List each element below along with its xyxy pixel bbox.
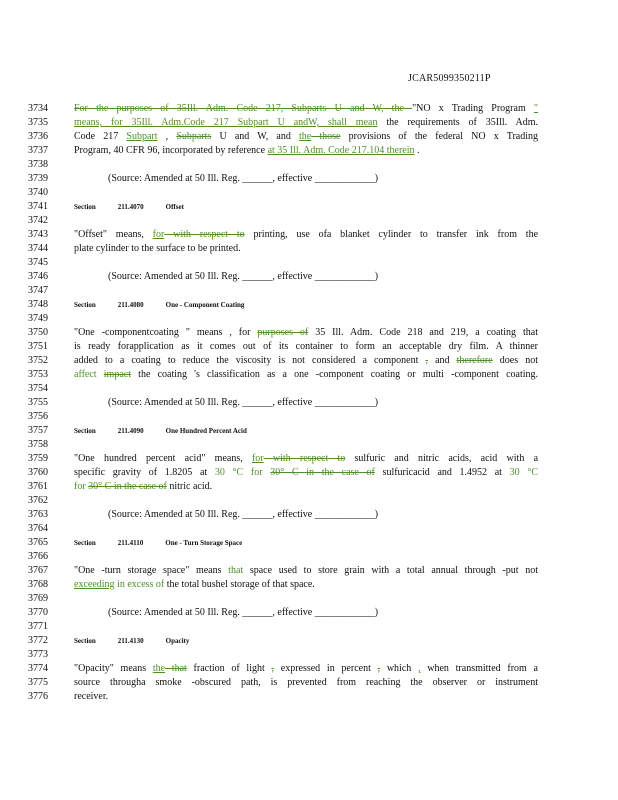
deleted-text: that xyxy=(165,663,187,674)
line-text xyxy=(74,578,538,592)
line-number: 3756 xyxy=(28,411,48,422)
section-heading xyxy=(74,536,538,550)
text-run: (Source: Amended at 50 Ill. Reg. ______, effective ____________) xyxy=(108,173,379,184)
text-run: Section xyxy=(74,427,96,435)
line-text xyxy=(74,480,538,494)
line-text xyxy=(108,508,538,522)
text-run: 211.4110 xyxy=(117,539,144,547)
inserted-text: , xyxy=(418,663,421,674)
text-run: receiver. xyxy=(74,691,109,702)
deleted-text: impact xyxy=(103,369,131,380)
line-number: 3752 xyxy=(28,355,48,366)
text-run: 211.4130 xyxy=(117,637,144,645)
text-run: Section xyxy=(74,301,96,309)
line-number: 3769 xyxy=(28,593,48,604)
line-number: 3736 xyxy=(28,131,48,142)
line-number: 3748 xyxy=(28,299,48,310)
text-run: Code 217 xyxy=(74,131,127,142)
deleted-text: 30° C in the case of xyxy=(88,481,167,492)
text-run: source througha smoke -obscured path, is prevented from reaching the observer or instrument xyxy=(74,677,538,688)
document-line xyxy=(0,354,618,368)
text-run: Program, 40 CFR 96, incorporated by reference xyxy=(74,145,268,156)
document-line xyxy=(0,676,618,690)
inserted-text: the xyxy=(298,131,312,142)
text-run: 211.4090 xyxy=(117,427,144,435)
deleted-text: , xyxy=(271,663,275,674)
line-number: 3774 xyxy=(28,663,48,674)
document-line xyxy=(0,102,618,116)
document-line xyxy=(0,284,618,298)
line-text xyxy=(108,172,538,186)
text-run: (Source: Amended at 50 Ill. Reg. ______, effective ____________) xyxy=(108,271,379,282)
line-text xyxy=(74,228,538,242)
line-number: 3764 xyxy=(28,523,48,534)
text-run: Opacity xyxy=(165,637,190,645)
document-line xyxy=(0,606,618,620)
section-heading xyxy=(74,424,538,438)
line-number: 3765 xyxy=(28,537,48,548)
text-run: the requirements of 35Ill. Adm. xyxy=(377,117,538,128)
text-run: printing, use ofa blanket cylinder to transfer ink from the xyxy=(244,229,538,240)
text-run: the coating 's classification as a one -component coating or multi -component coating. xyxy=(130,369,538,380)
document-line xyxy=(0,382,618,396)
document-line xyxy=(0,130,618,144)
document-line xyxy=(0,648,618,662)
document-line xyxy=(0,256,618,270)
line-text xyxy=(74,130,538,144)
line-number: 3746 xyxy=(28,271,48,282)
text-run: U and W, and xyxy=(211,131,299,142)
document-id: JCAR5099350211P xyxy=(408,73,491,84)
document-line xyxy=(0,214,618,228)
document-line xyxy=(0,466,618,480)
amended-text: for xyxy=(74,481,89,492)
line-text xyxy=(74,452,538,466)
text-run: space used to store grain with a total annual through -put not xyxy=(243,565,538,576)
line-number: 3754 xyxy=(28,383,48,394)
document-line xyxy=(0,620,618,634)
inserted-text: for xyxy=(251,453,264,464)
line-number: 3739 xyxy=(28,173,48,184)
inserted-text: means, for 35Ill. Adm.Code 217 Subpart U andW, shall mean xyxy=(74,117,378,128)
text-run: "One -turn storage space" means xyxy=(74,565,229,576)
document-line xyxy=(0,564,618,578)
line-number: 3776 xyxy=(28,691,48,702)
document-line xyxy=(0,494,618,508)
document-line xyxy=(0,340,618,354)
line-number: 3735 xyxy=(28,117,48,128)
document-line xyxy=(0,592,618,606)
section-heading xyxy=(74,200,538,214)
line-number: 3760 xyxy=(28,467,48,478)
line-number: 3770 xyxy=(28,607,48,618)
text-run: Section xyxy=(74,203,96,211)
line-text xyxy=(74,102,538,116)
deleted-text: , xyxy=(377,663,381,674)
line-text xyxy=(74,242,538,256)
amended-text: that xyxy=(228,565,244,576)
document-line xyxy=(0,200,618,214)
deleted-text: , xyxy=(425,355,428,366)
line-number: 3771 xyxy=(28,621,48,632)
text-run: Trading Program xyxy=(443,103,534,114)
line-number: 3753 xyxy=(28,369,48,380)
amended-text: 30 °C for xyxy=(214,467,271,478)
text-run: sulfuricacid and 1.4952 at xyxy=(374,467,510,478)
line-text xyxy=(74,326,538,340)
text-run: One Hundred Percent Acid xyxy=(165,427,247,435)
line-number: 3738 xyxy=(28,159,48,170)
text-run: is ready forapplication as it comes out of its container to form an acceptable dry film. A thinner xyxy=(74,341,538,352)
document-line xyxy=(0,368,618,382)
document-line xyxy=(0,270,618,284)
inserted-text: for xyxy=(152,229,165,240)
line-number: 3737 xyxy=(28,145,48,156)
text-run: One - Component Coating xyxy=(165,301,245,309)
amended-text: in excess of xyxy=(117,579,165,590)
text-run: "One hundred percent acid" means, xyxy=(74,453,252,464)
text-run: fraction of light xyxy=(186,663,272,674)
amended-text: affect xyxy=(74,369,97,380)
line-number: 3757 xyxy=(28,425,48,436)
text-run: does not xyxy=(492,355,538,366)
line-text xyxy=(74,564,538,578)
text-run: (Source: Amended at 50 Ill. Reg. ______, effective ____________) xyxy=(108,607,379,618)
line-number: 3747 xyxy=(28,285,48,296)
text-run: the total bushel storage of that space. xyxy=(164,579,315,590)
line-number: 3768 xyxy=(28,579,48,590)
deleted-text: For the purposes of 35Ill. Adm. Code 217, Subparts U and W, the xyxy=(74,103,413,114)
inserted-text: exceeding xyxy=(74,579,115,590)
text-run: , xyxy=(157,131,177,142)
deleted-text: therefore xyxy=(456,355,493,366)
document-line xyxy=(0,480,618,494)
document-line xyxy=(0,536,618,550)
inserted-text: at 35 Ill. Adm. Code 217.104 therein xyxy=(267,145,415,156)
line-number: 3755 xyxy=(28,397,48,408)
text-run: and xyxy=(427,355,457,366)
line-text xyxy=(108,396,538,410)
line-text xyxy=(74,466,538,480)
line-text xyxy=(108,606,538,620)
text-run: "NO xyxy=(412,103,439,114)
inserted-text: " xyxy=(533,103,538,114)
text-run: plate cylinder to the surface to be printed. xyxy=(74,243,241,254)
document-line xyxy=(0,326,618,340)
deleted-text: those xyxy=(311,131,341,142)
text-run: "One -componentcoating " means , for xyxy=(74,327,258,338)
line-number: 3758 xyxy=(28,439,48,450)
text-run: Section xyxy=(74,539,96,547)
line-number: 3775 xyxy=(28,677,48,688)
text-run: 211.4080 xyxy=(117,301,144,309)
line-number: 3772 xyxy=(28,635,48,646)
text-run: "Offset" means, xyxy=(74,229,153,240)
document-line xyxy=(0,298,618,312)
document-line xyxy=(0,508,618,522)
text-run: (Source: Amended at 50 Ill. Reg. ______, effective ____________) xyxy=(108,509,379,520)
text-run: nitric acid. xyxy=(166,481,213,492)
line-number: 3743 xyxy=(28,229,48,240)
line-number: 3742 xyxy=(28,215,48,226)
line-text xyxy=(74,690,538,704)
line-text xyxy=(74,676,538,690)
line-number: 3749 xyxy=(28,313,48,324)
deleted-text: with respect to xyxy=(164,229,245,240)
document-line xyxy=(0,396,618,410)
document-line xyxy=(0,452,618,466)
line-number: 3750 xyxy=(28,327,48,338)
line-number: 3773 xyxy=(28,649,48,660)
line-number: 3761 xyxy=(28,481,48,492)
line-text xyxy=(74,116,538,130)
amended-text: 30 °C xyxy=(509,467,538,478)
document-line xyxy=(0,438,618,452)
document-line xyxy=(0,144,618,158)
line-number: 3745 xyxy=(28,257,48,268)
document-line xyxy=(0,228,618,242)
text-run: expressed in percent xyxy=(274,663,378,674)
document-line xyxy=(0,116,618,130)
document-line xyxy=(0,424,618,438)
text-run: sulfuric and nitric acids, acid with a xyxy=(345,453,538,464)
document-line xyxy=(0,172,618,186)
inserted-text: the xyxy=(152,663,166,674)
text-run: . xyxy=(414,145,420,156)
line-number: 3740 xyxy=(28,187,48,198)
line-number: 3741 xyxy=(28,201,48,212)
document-line xyxy=(0,690,618,704)
document-line xyxy=(0,550,618,564)
deleted-text: Subparts xyxy=(176,131,212,142)
line-number: 3766 xyxy=(28,551,48,562)
text-run: Section xyxy=(74,637,96,645)
document-line xyxy=(0,410,618,424)
text-run: when transmitted from a xyxy=(420,663,538,674)
text-run: 211.4070 xyxy=(117,203,144,211)
document-line xyxy=(0,242,618,256)
text-run: which xyxy=(380,663,419,674)
section-heading xyxy=(74,298,538,312)
text-run: specific gravity of 1.8205 at xyxy=(74,467,215,478)
text-run: x xyxy=(493,131,499,142)
document-line xyxy=(0,312,618,326)
line-number: 3759 xyxy=(28,453,48,464)
section-heading xyxy=(74,634,538,648)
line-number: 3734 xyxy=(28,103,48,114)
text-run: Offset xyxy=(165,203,184,211)
line-text xyxy=(74,662,538,676)
line-number: 3762 xyxy=(28,495,48,506)
line-text xyxy=(74,144,538,158)
line-number: 3751 xyxy=(28,341,48,352)
deleted-text: purposes of xyxy=(257,327,309,338)
text-run xyxy=(97,369,104,380)
line-number: 3767 xyxy=(28,565,48,576)
line-number: 3744 xyxy=(28,243,48,254)
text-run: Trading xyxy=(498,131,538,142)
line-text xyxy=(74,354,538,368)
text-run: provisions of the federal NO xyxy=(340,131,494,142)
document-line xyxy=(0,158,618,172)
deleted-text: 30° C in the case of xyxy=(270,467,375,478)
text-run: (Source: Amended at 50 Ill. Reg. ______, effective ____________) xyxy=(108,397,379,408)
document-line xyxy=(0,522,618,536)
text-run: One - Turn Storage Space xyxy=(165,539,243,547)
inserted-text: Subpart xyxy=(126,131,158,142)
document-line xyxy=(0,662,618,676)
line-text xyxy=(74,340,538,354)
line-text xyxy=(108,270,538,284)
line-text xyxy=(74,368,538,382)
text-run: x xyxy=(438,103,444,114)
document-line xyxy=(0,186,618,200)
document-line xyxy=(0,578,618,592)
deleted-text: with respect to xyxy=(263,453,346,464)
text-run: 35 Ill. Adm. Code 218 and 219, a coating that xyxy=(308,327,538,338)
text-run: added to a coating to reduce the viscosity is not considered a component xyxy=(74,355,426,366)
text-run: "Opacity" means xyxy=(74,663,153,674)
line-number: 3763 xyxy=(28,509,48,520)
document-line xyxy=(0,634,618,648)
